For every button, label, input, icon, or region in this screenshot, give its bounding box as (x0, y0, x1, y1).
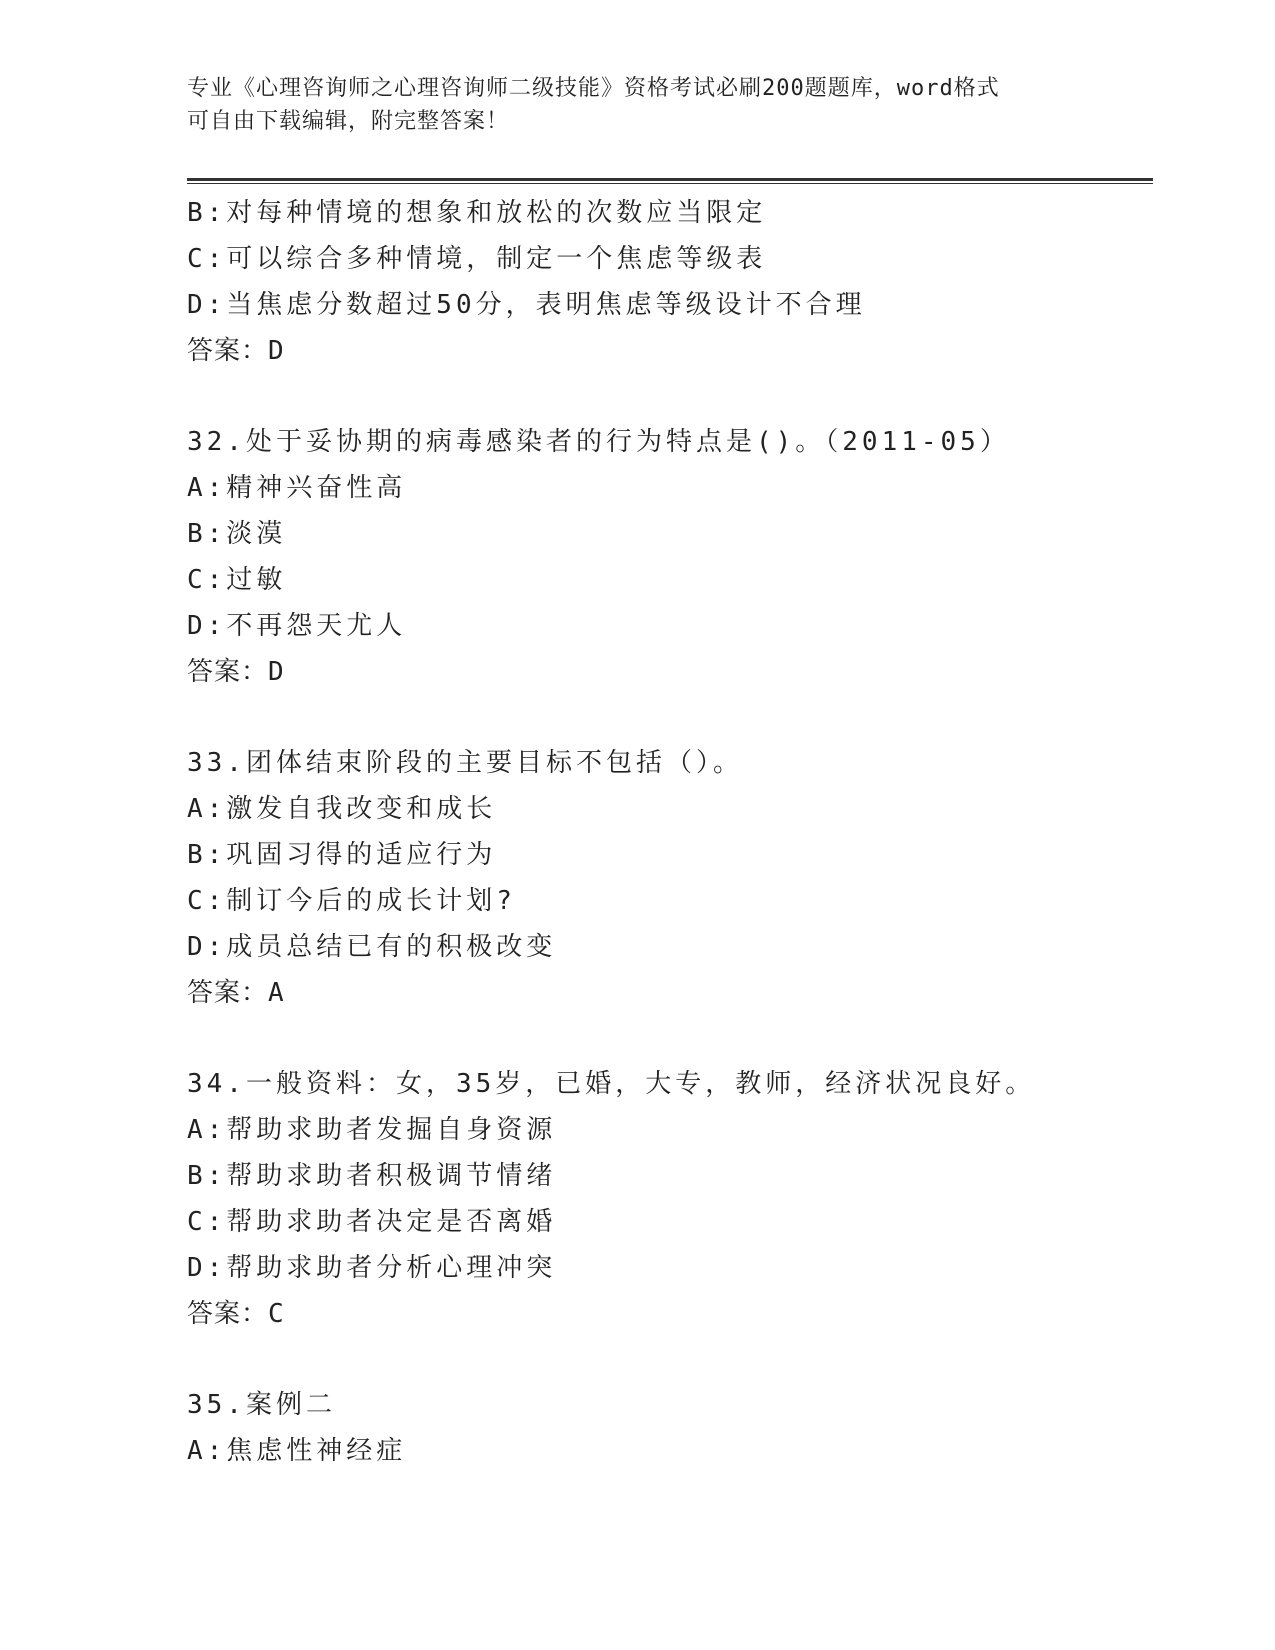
option-a: A:帮助求助者发掘自身资源 (187, 1115, 557, 1145)
question-list (187, 190, 1153, 1474)
header-line-2: 可自由下载编辑，附完整答案！ (187, 109, 510, 134)
header-divider-thick (187, 178, 1153, 181)
option-b: B:对每种情境的想象和放松的次数应当限定 (187, 198, 767, 228)
option-c: C:帮助求助者决定是否离婚 (187, 1207, 557, 1237)
option-b: B:淡漠 (187, 519, 287, 549)
header-divider-thin (187, 183, 1153, 184)
question-34 (187, 1061, 1153, 1337)
answer: 答案：C (187, 1299, 285, 1329)
spacer (187, 1016, 1153, 1061)
answer: 答案：D (187, 336, 285, 366)
question-33 (187, 740, 1153, 1016)
question-stem: 35.案例二 (187, 1390, 336, 1420)
header-line-1: 专业《心理咨询师之心理咨询师二级技能》资格考试必刷200题题库，word格式 (187, 76, 1000, 101)
answer: 答案：A (187, 978, 285, 1008)
option-a: A:激发自我改变和成长 (187, 794, 497, 824)
option-d: D:帮助求助者分析心理冲突 (187, 1253, 557, 1283)
question-32 (187, 419, 1153, 695)
question-31 (187, 190, 1153, 374)
option-d: D:当焦虑分数超过50分，表明焦虑等级设计不合理 (187, 290, 866, 320)
question-stem: 33.团体结束阶段的主要目标不包括（）。 (187, 748, 743, 778)
option-b: B:巩固习得的适应行为 (187, 840, 497, 870)
option-a: A:精神兴奋性高 (187, 473, 407, 503)
option-c: C:可以综合多种情境，制定一个焦虑等级表 (187, 244, 767, 274)
question-stem: 34.一般资料：女，35岁，已婚，大专，教师，经济状况良好。 (187, 1069, 1036, 1099)
option-c: C:制订今后的成长计划? (187, 886, 516, 916)
spacer (187, 374, 1153, 419)
option-c: C:过敏 (187, 565, 287, 595)
option-a: A:焦虑性神经症 (187, 1436, 407, 1466)
question-35 (187, 1382, 1153, 1474)
option-d: D:成员总结已有的积极改变 (187, 932, 557, 962)
answer: 答案：D (187, 657, 285, 687)
spacer (187, 695, 1153, 740)
option-b: B:帮助求助者积极调节情绪 (187, 1161, 557, 1191)
option-d: D:不再怨天尤人 (187, 611, 407, 641)
document-header (187, 72, 1087, 138)
spacer (187, 1337, 1153, 1382)
question-stem: 32.处于妥协期的病毒感染者的行为特点是()。（2011-05） (187, 427, 1010, 457)
